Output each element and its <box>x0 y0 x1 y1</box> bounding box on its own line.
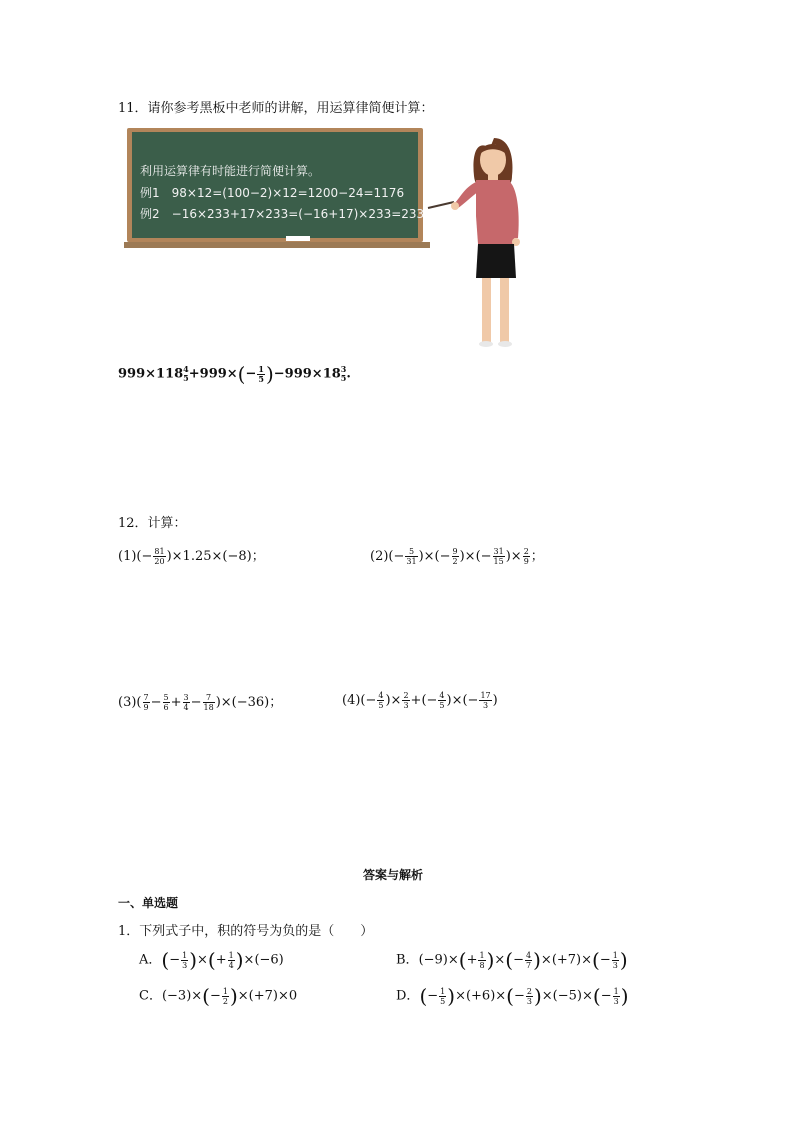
left-paren: ( <box>458 948 467 972</box>
numerator: 5 <box>163 693 169 702</box>
expr-text: )×1.25×(−8)； <box>166 549 265 564</box>
denominator: 8 <box>479 960 485 970</box>
sign: − <box>209 988 221 1004</box>
sign: + <box>215 952 227 968</box>
fraction <box>181 951 188 970</box>
q12-part-2 <box>370 545 544 566</box>
option-label: A． <box>139 952 162 968</box>
q11-prompt: 11．请你参考黑板中老师的讲解，用运算律简便计算： <box>118 101 434 116</box>
numerator: 3 <box>183 693 189 702</box>
answers-title: 答案与解析 <box>363 868 424 882</box>
numerator: 3 <box>340 364 347 374</box>
expr-text: )×(− <box>418 549 451 564</box>
q12-prompt: 12．计算： <box>118 516 187 531</box>
numerator: 1 <box>613 986 619 996</box>
numerator: 1 <box>258 363 264 374</box>
sign: + <box>466 952 478 968</box>
denominator: 15 <box>493 557 504 566</box>
sign: − <box>513 952 525 968</box>
denominator: 31 <box>406 557 417 566</box>
fraction <box>452 547 459 566</box>
right-paren: ) <box>619 948 628 972</box>
numerator: 1 <box>182 950 188 960</box>
q12-part-4 <box>342 691 498 710</box>
numerator: 1 <box>612 950 618 960</box>
numerator: 1 <box>222 986 228 996</box>
numerator: 9 <box>452 547 458 556</box>
expr-text: (− <box>360 693 377 708</box>
right-paren: ) <box>533 948 541 972</box>
expr-text: (− <box>136 549 153 564</box>
expr-text: )×(− <box>459 549 492 564</box>
option-d <box>396 984 629 1008</box>
right-paren: ) <box>486 948 495 972</box>
expr-text: )× <box>505 549 522 564</box>
q11-expression <box>118 362 351 386</box>
numerator: 7 <box>203 693 215 703</box>
denominator: 6 <box>163 703 169 712</box>
expr-text: )×(− <box>446 693 479 708</box>
right-paren: ) <box>620 984 629 1008</box>
fraction <box>613 987 620 1006</box>
left-paren: ( <box>592 984 601 1008</box>
expr-term-2: +999× <box>188 366 238 382</box>
left-paren: ( <box>207 948 216 972</box>
fraction <box>525 951 532 970</box>
sign: − <box>599 952 611 968</box>
fraction <box>523 547 530 566</box>
part-label: (3) <box>118 695 137 710</box>
answer-q1-prompt: 1．下列式子中，积的符号为负的是（ ） <box>118 924 374 939</box>
part-label: (1) <box>118 549 137 564</box>
denominator: 18 <box>203 703 214 712</box>
denominator: 5 <box>183 373 189 383</box>
denominator: 5 <box>378 701 384 710</box>
expr-text: ×(+6)× <box>455 988 507 1004</box>
fraction <box>222 987 229 1006</box>
option-b <box>396 948 628 972</box>
numerator: 2 <box>523 547 529 556</box>
left-paren: ( <box>237 362 246 386</box>
section-title: 一、单选题 <box>118 896 179 910</box>
fraction <box>143 693 150 712</box>
denominator: 5 <box>340 373 347 383</box>
left-paren: ( <box>161 948 170 972</box>
option-label: C． <box>139 988 162 1004</box>
fraction <box>163 693 170 712</box>
denominator: 4 <box>228 960 234 970</box>
numerator: 1 <box>440 986 446 996</box>
board-line-2: 例1 98×12=(100−2)×12=1200−24=1176 <box>140 186 405 200</box>
board-ledge <box>124 242 430 248</box>
right-paren: ) <box>533 984 542 1008</box>
option-a <box>139 948 284 972</box>
numerator: 1 <box>479 950 485 960</box>
sign: − <box>169 952 181 968</box>
numerator: 1 <box>228 950 234 960</box>
expr-text: ×(−6) <box>243 952 284 968</box>
expr-text: ( <box>136 695 142 710</box>
q12-part-1 <box>118 545 265 566</box>
minus-sign: − <box>245 366 257 382</box>
expr-text: ×(+7)× <box>540 952 593 968</box>
fraction <box>153 547 165 566</box>
expr-text: )×(−36)； <box>215 695 283 710</box>
expr-text: − <box>190 695 202 710</box>
sign: − <box>600 988 612 1004</box>
expr-text: )× <box>385 693 402 708</box>
right-paren: ) <box>447 984 456 1008</box>
expr-text: + <box>170 695 182 710</box>
numerator: 4 <box>183 364 189 374</box>
option-label: D． <box>396 988 420 1004</box>
numerator: 5 <box>405 547 417 557</box>
fraction <box>405 547 417 566</box>
numerator: 31 <box>493 547 504 556</box>
expr-text: (−3)× <box>161 988 203 1004</box>
left-paren: ( <box>202 984 210 1008</box>
blackboard <box>124 126 430 250</box>
numerator: 2 <box>403 691 409 700</box>
part-label: (4) <box>342 693 361 708</box>
expr-text: ) <box>492 693 498 708</box>
sign: − <box>427 988 439 1004</box>
denominator: 20 <box>154 557 165 566</box>
fraction <box>439 987 446 1006</box>
q12-part-3 <box>118 691 282 712</box>
denominator: 9 <box>143 703 149 712</box>
sign: − <box>513 988 525 1004</box>
numerator: 81 <box>154 547 165 556</box>
period: . <box>346 366 351 382</box>
times: × <box>494 952 506 968</box>
numerator: 17 <box>480 691 491 700</box>
denominator: 3 <box>182 960 188 970</box>
numerator: 7 <box>143 693 149 702</box>
denominator: 7 <box>526 960 532 970</box>
fraction <box>612 951 619 970</box>
numerator: 4 <box>378 691 384 700</box>
numerator: 2 <box>526 986 532 996</box>
option-c <box>139 984 297 1008</box>
denominator: 3 <box>613 996 619 1006</box>
denominator: 3 <box>403 701 409 710</box>
expr-text: ； <box>530 549 544 564</box>
numerator: 4 <box>526 950 532 960</box>
denominator: 9 <box>523 557 529 566</box>
denominator: 2 <box>222 996 228 1006</box>
fraction <box>438 691 445 710</box>
denominator: 5 <box>258 373 264 384</box>
chalk <box>286 236 310 241</box>
fraction <box>493 547 505 566</box>
expr-text: ×(−5)× <box>541 988 593 1004</box>
denominator: 3 <box>482 701 489 710</box>
expr-text: − <box>150 695 162 710</box>
denominator: 5 <box>439 701 445 710</box>
board-line-3: 例2 −16×233+17×233=(−16+17)×233=233 <box>140 207 425 221</box>
denominator: 3 <box>526 996 532 1006</box>
fraction <box>203 693 215 712</box>
fraction <box>478 951 485 970</box>
numerator: 4 <box>439 691 445 700</box>
right-paren: ) <box>235 948 244 972</box>
expr-term-1: 999×118 <box>118 366 184 382</box>
fraction <box>479 691 491 710</box>
right-paren: ) <box>189 948 198 972</box>
expr-text: (−9)× <box>418 952 459 968</box>
denominator: 3 <box>612 960 618 970</box>
expr-text: ×(+7)×0 <box>237 988 298 1004</box>
left-paren: ( <box>506 984 514 1008</box>
fraction <box>183 693 190 712</box>
denominator: 2 <box>452 557 458 566</box>
denominator: 4 <box>183 703 189 712</box>
denominator: 5 <box>440 996 446 1006</box>
part-label: (2) <box>370 549 389 564</box>
expr-text: (− <box>388 549 405 564</box>
right-paren: ) <box>229 984 238 1008</box>
expr-text: +(− <box>410 693 438 708</box>
fraction <box>377 691 384 710</box>
fraction <box>228 951 235 970</box>
left-paren: ( <box>505 948 514 972</box>
right-paren: ) <box>265 362 274 386</box>
teacher-illustration <box>420 126 530 352</box>
left-paren: ( <box>592 948 600 972</box>
times: × <box>197 952 208 968</box>
fraction <box>257 365 265 384</box>
left-paren: ( <box>419 984 428 1008</box>
fraction <box>526 987 533 1006</box>
expr-term-3: −999×18 <box>273 366 341 382</box>
fraction <box>402 691 409 710</box>
option-label: B． <box>396 952 419 968</box>
board-line-1: 利用运算律有时能进行简便计算。 <box>140 164 321 178</box>
